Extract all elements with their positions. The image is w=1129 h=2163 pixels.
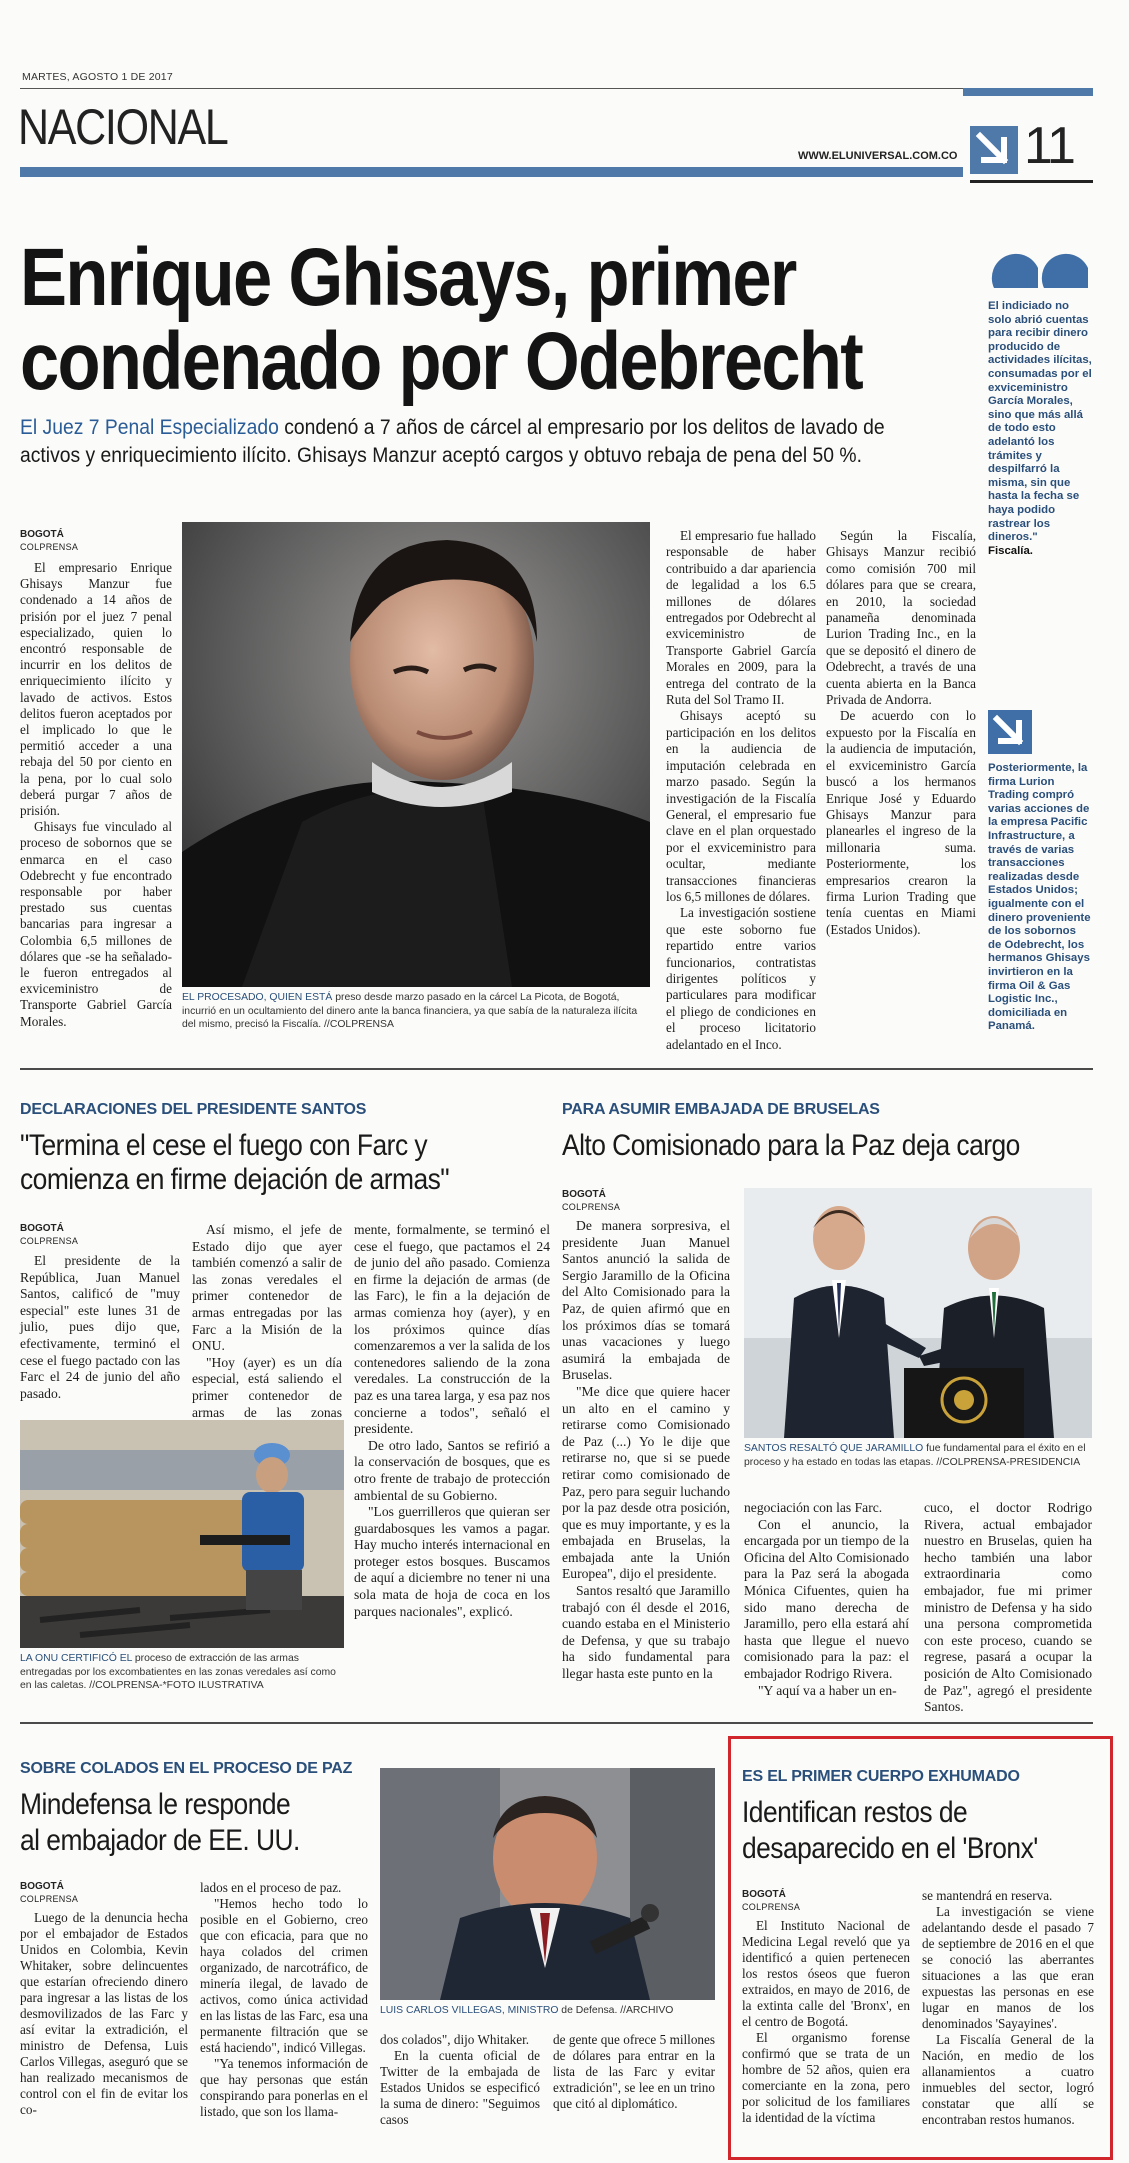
bruselas-col1-p2: "Me dice que quiere hacer un alto en el camino y retirarse como Comisionado de Paz (...) Yo le dije que retirarse no, que si se puede retirar como comisionado de Paz, pero para seguir luchando por la paz desde otra posición, que es muy importante, y es la embajada en Bruselas, la embajada ante la Unión Europea", dijo el presidente. [562,1383,730,1582]
mindefensa-col2-p1: lados en el proceso de paz. [200,1880,342,1895]
bruselas-col1-p3: Santos resaltó que Jaramillo trabajó con él desde el 2016, cuando estaba en el Ministerio de Defensa, y que su trabajo ha sido fundamental para llegar hasta este punto en la [562,1583,730,1682]
lead-col1-p1: El empresario Enrique Ghisays Manzur fue condenado a 14 años de prisión por el juez 7 penal especializado, quien lo encontró responsable de incurrir en los delitos de enriquecimiento ilícito y lavado de activos. Estos delitos fueron aceptados por el implicado lo que le permitió acceder a una rebaja del 50 por ciento en la pena, por lo cual solo deberá purgar 7 años de prisión. [20,560,172,819]
sidebar-fact: Posteriormente, la firma Lurion Trading compró varias acciones de la empresa Pacific Infrastructure, a través de varias transacciones realizadas desde Estados Unidos; igualmente con el dinero proveniente de los sobornos de Odebrecht, los hermanos Ghisays invirtieron en la firma Oil & Gas Logistic Inc., domiciliada en Panamá. [988,762,1091,1033]
mindefensa-column-3 [380,2032,540,2128]
bronx-col2-p3: La Fiscalía General de la Nación, en medio de los allanamientos a cuatro inmuebles del sector, logró constatar que allí se encontraban restos humanos. [922,2032,1094,2127]
section-title: NACIONAL [18,99,228,155]
lead-col2-p3: La investigación sostiene que este soborno fue repartido entre varios funcionarios, contratistas dirigentes políticos y particulares para modificar el pliego de condiciones en el proceso licitatorio adelantado en el Inco. [666,905,816,1052]
caption-lead: EL PROCESADO, QUIEN ESTÁ [182,992,333,1003]
bronx-col2-p2: La investigación se viene adelantando desde el pasado 7 de septiembre de 2016 en el que se conoció las aberrantes situaciones a las que eran expuestas las personas en ese lugar en manos de los denominados 'Sayayines'. [922,1904,1094,2031]
lead-column-2 [666,528,816,1053]
bruselas-col2-p3: "Y aquí va a haber un en- [758,1682,897,1698]
byline-city: BOGOTÁ [742,1889,786,1900]
bronx-kicker: ES EL PRIMER CUERPO EXHUMADO [742,1768,1020,1785]
sidebar-arrow-icon [988,710,1032,754]
lead-col3-p2: De acuerdo con lo expuesto por la Fiscalía en la audiencia de imputación, el exviceministro García buscó a los hermanos Enrique José y Eduardo Ghisays Manzur para planearles el ingreso de la millonaria suma. Posteriormente, los empresarios crearon la firma Lurion Trading que tenía cuentas en Miami (Estados Unidos). [826,708,976,937]
santos-photo [20,1420,344,1648]
bronx-headline-line1: Identifican restos de [742,1796,968,1829]
website-url[interactable]: WWW.ELUNIVERSAL.COM.CO [798,150,958,162]
deck-text: condenó a 7 años de cárcel al empresario por los delitos de lavado de [278,416,885,439]
bruselas-col2-p2: Con el anuncio, la encargada por un tiempo de la Oficina del Alto Comisionado para la Paz será la abogada Mónica Cifuentes, quien ha sido mano derecha de Jaramillo, pero ella estará ahí hasta que llegue el nuevo comisionado para la paz: el embajador Rodrigo Rivera. [744,1516,909,1681]
sidebar-quote [988,300,1092,558]
mindefensa-photo [380,1768,715,2000]
byline-agency: COLPRENSA [742,1902,801,1912]
lead-column-1 [20,560,172,1030]
mindefensa-headline-line1: Mindefensa le responde [20,1788,291,1821]
byline-agency: COLPRENSA [20,1236,79,1246]
byline-agency: COLPRENSA [562,1202,621,1212]
byline-city: BOGOTÁ [20,1223,64,1234]
mindefensa-col1-p1: Luego de la denuncia hecha por el embajador de Estados Unidos en Colombia, Kevin Whitaker, sobre delincuentes que estarían ofreciendo dinero para ingresar a las listas de los desmovilizados de las Farc y así evitar la extradición, el ministro de Defensa, Luis Carlos Villegas, aseguró que se han realizado mecanismos de control con el fin de evitar los co- [20,1910,188,2117]
bruselas-headline: Alto Comisionado para la Paz deja cargo [562,1129,1020,1162]
lead-photo-caption [182,991,650,1032]
santos-col3-p2: De otro lado, Santos se refirió a la conservación de bosques, que es otro frente de trabajo de protección ambiental de su Gobierno. [354,1437,550,1503]
santos-column-1 [20,1253,180,1402]
lead-byline [20,528,78,554]
santos-col2-p1: Así mismo, el jefe de Estado dijo que ayer también comenzó a salir de las zonas veredales el primer contenedor de armas entregadas por las Farc a la Misión de la ONU. [192,1222,342,1354]
lead-headline-line2: condenado por Odebrecht [20,316,863,407]
caption-lead: LUIS CARLOS VILLEGAS, MINISTRO [380,2005,559,2016]
caption-text: fue fundamental para el éxito en el proceso y ha estado en todas las etapas. //COLPRENSA-PRESIDENCIA [744,1443,1086,1468]
bronx-col1-p2: El organismo forense confirmó que se trata de un hombre de 52 años, quien era comerciante en la zona, pero por solicitud de los familiares la identidad de la víctima [742,2030,910,2125]
santos-col1-p1: El presidente de la República, Juan Manuel Santos, calificó de "muy especial" este lunes 31 de julio, pues dijo que, efectivamente, terminó el cese el fuego pactado con las Farc el 24 de junio del año pasado. [20,1253,180,1401]
date-line: MARTES, AGOSTO 1 DE 2017 [22,71,173,83]
bruselas-col1-p1: De manera sorpresiva, el presidente Juan Manuel Santos anunció la salida de Sergio Jaramillo de la Oficina del Alto Comisionado para la Paz, de quien afirmó que en los próximos días se tomará unas vacaciones y luego asumirá la embajada de Bruselas. [562,1218,730,1383]
bruselas-column-2 [744,1500,909,1699]
mindefensa-kicker: SOBRE COLADOS EN EL PROCESO DE PAZ [20,1760,353,1777]
page-number: 11 [1024,117,1074,175]
page-number-underline [970,180,1093,183]
byline-city: BOGOTÁ [20,1881,64,1892]
santos-column-2 [192,1222,342,1438]
lead-headline-line1: Enrique Ghisays, primer [20,232,796,323]
bronx-column-1 [742,1918,910,2126]
section-divider-1 [20,1068,1093,1070]
caption-text: proceso de extracción de las armas entregadas por los excombatientes en las zonas veredales así como en las caletas. //COLPRENSA-*FOTO ILUSTRATIVA [20,1653,336,1691]
bronx-byline [742,1888,800,1914]
mindefensa-column-4 [553,2032,715,2112]
lead-deck [20,414,903,470]
deck-text-line2: activos y enriquecimiento ilícito. Ghisays Manzur aceptó cargos y obtuvo rebaja de pena del 50 %. [20,444,862,467]
santos-column-3 [354,1222,550,1620]
arrow-icon [970,126,1018,174]
masthead-top-rule [20,88,1093,89]
bruselas-col3-p1: cuco, el doctor Rodrigo Rivera, actual embajador nuestro en Bruselas, quien ha hecho también una labor extraordinaria como embajador, fue mi primer ministro de Defensa y ha sido una persona comprometida con este proceso, cuando se regrese, pasará a ocupar la posición de Alto Comisionado de Paz", agregó el presidente Santos. [924,1500,1092,1715]
byline-agency: COLPRENSA [20,542,79,552]
mindefensa-column-2 [200,1880,368,2120]
bruselas-photo-caption [744,1442,1092,1469]
caption-text: preso desde marzo pasado en la cárcel La Picota, de Bogotá, incurrió en un ocultamiento del dinero ante la banca financiera, ya que sabía de la naturaleza ilícita del mismo, precisó la Fiscalía. //COLPRENSA [182,992,638,1030]
section-divider-2 [20,1722,1093,1724]
sidebar-quote-source: Fiscalía. [988,544,1033,557]
santos-col2-p2: "Hoy (ayer) es un día especial, está saliendo el primer contenedor de armas de las zonas [192,1354,342,1420]
byline-agency: COLPRENSA [20,1894,79,1904]
caption-text: de Defensa. //ARCHIVO [558,2005,674,2016]
bronx-column-2 [922,1888,1094,2128]
santos-col3-p3: "Los guerrilleros que quieran ser guardabosques les vamos a pagar. Hay mucho interés internacional en proteger estos bosques. Buscamos de aquí a diciembre no tener ni una sola mata de hoja de coca en los parques nacionales", explicó. [354,1504,550,1619]
bronx-headline-line2: desaparecido en el 'Bronx' [742,1832,1038,1865]
lead-col2-p2: Ghisays aceptó su participación en los delitos en la audiencia de imputación celebrada en marzo pasado. Según la investigación de la Fiscalía General, el empresario fue clave en el plan orquestado por el exviceministro para ocultar, mediante transacciones financieras los 6,5 millones de dólares. [666,708,816,904]
bronx-col2-p1: se mantendrá en reserva. [922,1888,1053,1903]
caption-lead: LA ONU CERTIFICÓ EL [20,1653,133,1664]
bruselas-column-3 [924,1500,1092,1716]
bronx-col1-p1: El Instituto Nacional de Medicina Legal reveló que ya identificó a quien pertenecen los restos óseos que fueron extraidos, en mayo de 2016, de la extinta calle del 'Bronx', en el centro de Bogotá. [742,1918,910,2029]
bruselas-kicker: PARA ASUMIR EMBAJADA DE BRUSELAS [562,1101,880,1118]
byline-city: BOGOTÁ [20,529,64,540]
mindefensa-col2-p3: "Ya tenemos información de que hay personas que están conspirando para ponerlas en el listado, que son los llama- [200,2056,368,2119]
santos-headline-line1: "Termina el cese el fuego con Farc y [20,1129,428,1162]
mindefensa-col2-p2: "Hemos hecho todo lo posible en el Gobierno, creo que con eficacia, para que no haya colados del crimen organizado, de narcotráfico, de minería ilegal, de lavado de activos, como única actividad en las listas de las Farc, esa una permanente filtración que se está haciendo", indicó Villegas. [200,1896,368,2055]
mindefensa-col4-p1: de gente que ofrece 5 millones de dólares para entrar en la lista de las Farc y evitar extradición", se lee en un trino que citó al diplomático. [553,2032,715,2111]
mindefensa-byline [20,1880,78,1906]
lead-column-3 [826,528,976,938]
quote-marks-icon [988,238,1092,294]
bruselas-byline [562,1188,620,1214]
caption-lead: SANTOS RESALTÓ QUE JARAMILLO [744,1443,924,1454]
santos-byline [20,1222,78,1248]
santos-photo-caption [20,1652,346,1693]
mindefensa-photo-caption [380,2004,715,2018]
mindefensa-column-1 [20,1910,188,2118]
lead-col2-p1: El empresario fue hallado responsable de haber contribuido a dar apariencia de legalidad a los 6.5 millones de dólares entregados por Odebrecht al exviceministro de Transporte Gabriel García Morales en 2009, para la entrega del contrato de la Ruta del Sol Tramo II. [666,528,816,708]
bruselas-photo [744,1188,1092,1438]
lead-photo [182,522,650,987]
deck-highlight: El Juez 7 Penal Especializado [20,416,279,439]
santos-col3-p1: mente, formalmente, se terminó el cese el fuego, que pactamos el 24 de junio del año pasado. Comienza en firme la dejación de armas (de las Farc), le fin a la dejación de armas comienza hoy (ayer), y en los próximos quince días comenzaremos a ver la salida de los contenedores saliendo de la zona veredales. La construcción de la paz es una tarea larga, y esa paz nos concierne a todos", señaló el presidente. [354,1222,550,1437]
lead-col3-p1: Según la Fiscalía, Ghisays Manzur recibió como comisión 700 mil dólares para que se creara, en 2010, la sociedad panameña denominada Lurion Trading Inc., en la que se depositó el dinero de Odebrecht, a través de una cuenta abierta en la Banca Privada de Andorra. [826,528,976,708]
byline-city: BOGOTÁ [562,1189,606,1200]
mindefensa-headline-line2: al embajador de EE. UU. [20,1824,300,1857]
lead-col1-p2: Ghisays fue vinculado al proceso de sobornos que se enmarca en el caso Odebrecht y fue encontrado responsable por haber prestado sus cuentas bancarias para ingresar a Colombia 6,5 millones de dólares que -se ha señalado- le fueron entregados al exviceministro de Transporte Gabriel García Morales. [20,819,172,1029]
bruselas-col2-p1: negociación con las Farc. [744,1500,883,1515]
masthead-blue-bar [20,167,1093,177]
mindefensa-col3-p2: En la cuenta oficial de Twitter de la embajada de Estados Unidos se especificó la suma de dinero: "Seguimos casos [380,2048,540,2127]
mindefensa-col3-p1: dos colados", dijo Whitaker. [380,2032,530,2047]
sidebar-quote-text: El indiciado no solo abrió cuentas para recibir dinero producido de actividades ilícitas, consumadas por el exviceministro García Morales, sino que más allá de todo esto adelantó los trámites y despilfarró la misma, sin que hasta la fecha se haya podido rastrear los dineros." [988,300,1092,544]
santos-kicker: DECLARACIONES DEL PRESIDENTE SANTOS [20,1101,367,1118]
bruselas-column-1 [562,1218,730,1683]
santos-headline-line2: comienza en firme dejación de armas" [20,1163,450,1196]
